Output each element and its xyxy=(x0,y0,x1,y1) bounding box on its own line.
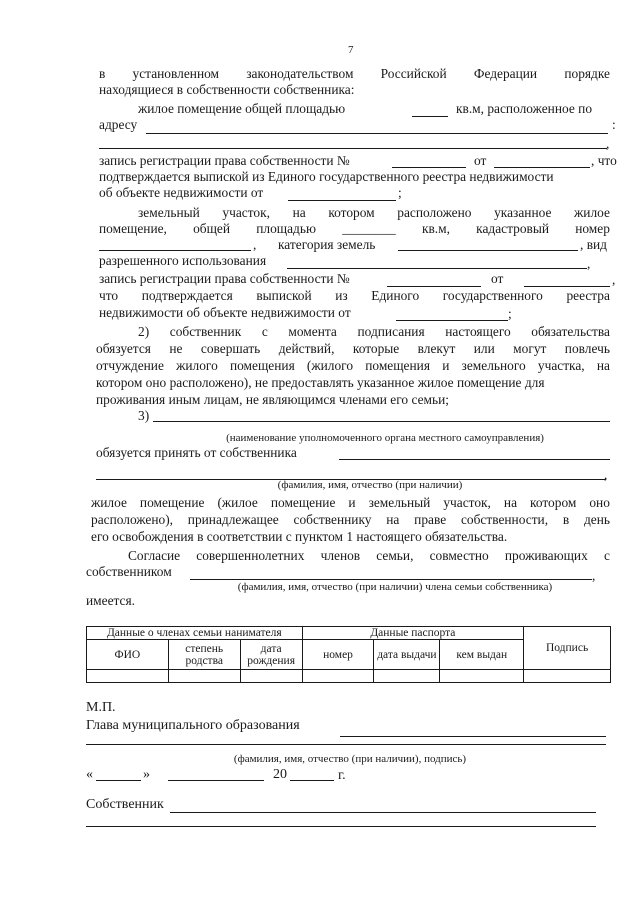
header-fio: ФИО xyxy=(87,640,169,670)
p5-number: 3) xyxy=(138,408,150,423)
date-day-blank xyxy=(96,780,141,781)
p3-registration-label: запись регистрации права собственности № xyxy=(99,271,350,286)
header-signature: Подпись xyxy=(524,627,611,670)
p3-land-category-label: категория земель xyxy=(278,237,376,252)
extract-date-blank xyxy=(288,200,396,201)
p3-line2: помещение, общей площадью ________ кв.м, кадастровый номер xyxy=(99,221,610,236)
permitted-use-blank xyxy=(287,268,587,269)
owner-signature-blank-2 xyxy=(86,826,596,827)
date-year-suffix: г. xyxy=(338,768,346,783)
header-degree: степень родства xyxy=(168,640,240,670)
date-month-blank xyxy=(168,780,264,781)
header-birth-date: дата рождения xyxy=(240,640,302,670)
head-label: Глава муниципального образования xyxy=(86,718,300,733)
header-issued-by: кем выдан xyxy=(440,640,524,670)
registration-number-blank xyxy=(392,167,466,168)
seal-placeholder: М.П. xyxy=(86,700,116,715)
p1-line1: в установленном законодательством Российской Федерации порядке xyxy=(99,66,610,81)
address-blank-2 xyxy=(99,148,607,149)
p3-line6: что подтверждается выпиской из Единого государственного реестра xyxy=(99,288,610,303)
table-header-row xyxy=(87,627,611,640)
p2-extract-label: об объекте недвижимости от xyxy=(99,185,264,200)
p7-owner-label: собственником xyxy=(86,564,172,579)
land-registration-date-blank xyxy=(524,286,610,287)
p4-line3: отчуждение жилого помещения (жилого помещения и земельного участка, на xyxy=(96,358,610,373)
p3-line1: земельный участок, на котором расположено указанное жилое xyxy=(138,205,610,220)
p4-line5: проживания иным лицам, не являющимся членами его семьи; xyxy=(96,392,449,407)
land-category-blank xyxy=(398,250,578,251)
p6-line3: его освобождения в соответствии с пунктом 1 настоящего обязательства. xyxy=(91,529,508,544)
land-extract-date-blank xyxy=(396,320,508,321)
family-member-blank xyxy=(190,579,592,580)
family-member-caption: (фамилия, имя, отчество (при наличии) члена семьи собственника) xyxy=(237,581,553,593)
head-signature-blank-1 xyxy=(340,736,606,737)
owner-signature-blank-1 xyxy=(170,812,596,813)
owner-name-blank-1 xyxy=(339,459,610,460)
land-registration-number-blank xyxy=(387,286,481,287)
p2-registration-label: запись регистрации права собственности № xyxy=(99,153,350,168)
p6-line2: расположено), принадлежащее собственнику на праве собственности, в день xyxy=(91,512,610,527)
registration-date-blank xyxy=(494,167,590,168)
date-open-quote: « xyxy=(86,767,93,782)
p4-line1: 2) собственник с момента подписания настоящего обязательства xyxy=(138,324,610,339)
address-blank-1 xyxy=(146,133,608,134)
header-family-data: Данные о членах семьи нанимателя xyxy=(87,627,303,640)
date-year-prefix: 20 xyxy=(273,767,287,782)
owner-name-caption: (фамилия, имя, отчество (при наличии) xyxy=(277,479,463,491)
p7-line3: имеется. xyxy=(86,593,135,608)
authority-caption: (наименование уполномоченного органа местного самоуправления) xyxy=(226,432,544,444)
p4-line2: обязуется не совершать действий, которые влекут или могут повлечь xyxy=(96,341,610,356)
page-number: 7 xyxy=(348,44,354,56)
p2-area-label: жилое помещение общей площадью xyxy=(138,101,346,116)
header-passport-data: Данные паспорта xyxy=(302,627,524,640)
header-issue-date: дата выдачи xyxy=(374,640,440,670)
head-signature-blank-2 xyxy=(86,744,606,745)
owner-label: Собственник xyxy=(86,797,164,812)
p1-line2: находящиеся в собственности собственника: xyxy=(99,82,355,97)
date-close-quote: » xyxy=(143,767,150,782)
header-passport-number: номер xyxy=(302,640,374,670)
p2-area-unit: кв.м, расположенное по xyxy=(456,101,593,116)
p6-line1: жилое помещение (жилое помещение и земельный участок, на котором оно xyxy=(91,495,610,510)
head-caption: (фамилия, имя, отчество (при наличии), подпись) xyxy=(233,753,467,765)
p7-line1: Согласие совершеннолетних членов семьи, совместно проживающих с xyxy=(128,548,610,563)
cadastral-number-blank xyxy=(99,250,251,251)
p2-line5: подтверждается выпиской из Единого государственного реестра недвижимости xyxy=(99,169,554,184)
area-blank xyxy=(412,116,448,117)
p2-address-label: адресу xyxy=(99,117,138,132)
p3-extract-label: недвижимости об объекте недвижимости от xyxy=(99,305,351,320)
p5-accept-label: обязуется принять от собственника xyxy=(96,445,297,460)
p3-permitted-use-label: разрешенного использования xyxy=(99,253,267,268)
table-row xyxy=(87,670,611,683)
p4-line4: котором оно расположено), не предоставлять указанное жилое помещение для xyxy=(96,375,545,390)
document-page: 7 в установленном законодательством Российской Федерации порядке находящиеся в собственности собственника: жилое помещение общей площадью кв.м, расположенное по адресу : , запись регистрации права собственности № от , что подтверждается выпиской из Единого государственного реестра недвижимости об объекте недвижимости от ; земельный участок, на котором расположено указанное жилое помещение, общей площадью ________ кв.м, кадастровый номер , категория земель , вид разрешенного использования , запись регистрации права собственности № от , что подтверждается выпиской из Единого государственного реестра недвижимости об объекте недвижимости от ; 2) собственник с момента подписания настоящего обязательства обязуется не совершать действий, которые влекут или могут повлечь отчуждение жилого помещения (жилого помещения и земельного участка, на котором оно расположено), не предоставлять указанное жилое помещение для проживания иным лицам, не являющимся членами его семьи; 3) (наименование уполномоченного органа местного самоуправления) обязуется принять от собственника , (фамилия, имя, отчество (при наличии) жилое помещение (жилое помещение и земельный участок, на котором оно расположено), принадлежащее собственнику на праве собственности, в день его освобождения в соответствии с пунктом 1 настоящего обязательства. Согласие совершеннолетних членов семьи, совместно проживающих с собственником , (фамилия, имя, отчество (при наличии) члена семьи собственника) имеется. Данные о членах семьи нанимателя Данные паспорта Подпись ФИО степень родства дата рождения номер дата выдачи кем выдан М.П. Глава муниципального образования (фамилия, имя, отчество (при наличии), подпись) « » 20 г. Собственник xyxy=(0,0,640,905)
family-members-table xyxy=(86,626,611,683)
authority-blank xyxy=(153,421,610,422)
date-year-blank xyxy=(290,780,334,781)
